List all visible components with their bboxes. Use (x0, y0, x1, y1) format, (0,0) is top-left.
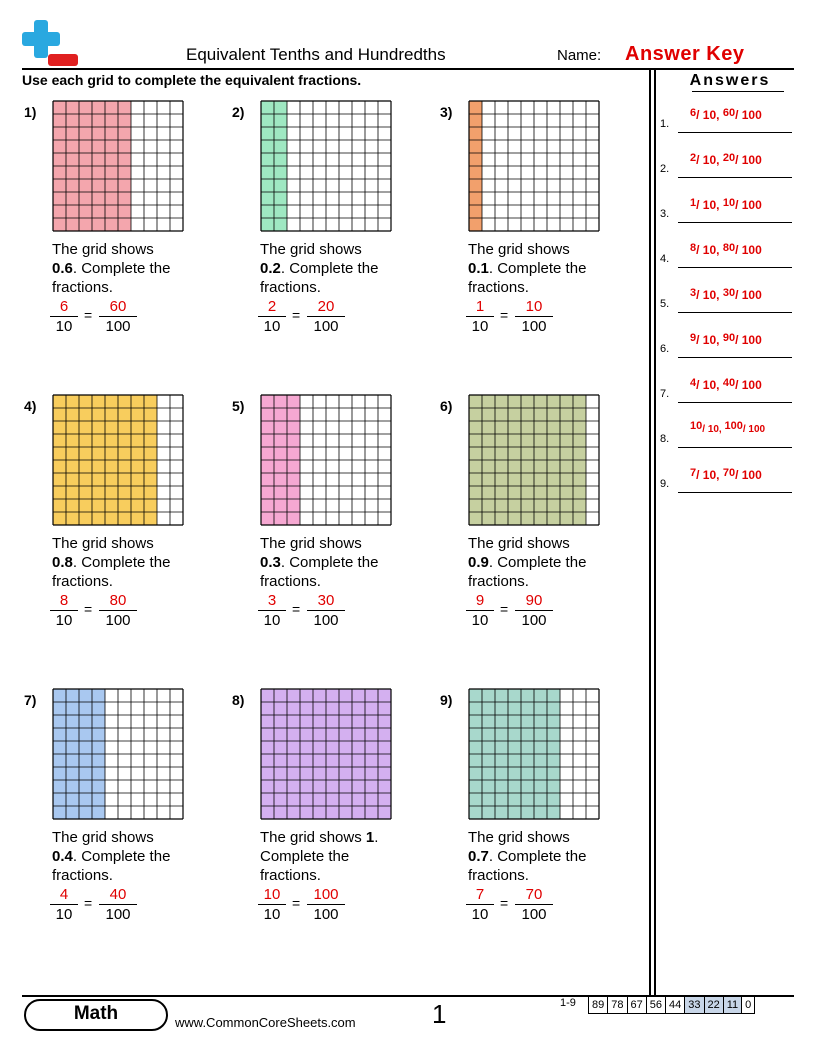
hundredths-fraction (307, 592, 345, 630)
answer-number: 3. (660, 208, 670, 220)
page-number: 1 (432, 999, 447, 1029)
answer-text: $^2$/ 10, $^{20}$/ 100 (690, 152, 762, 167)
prompt-suffix: . Complete the fractions. (260, 829, 379, 884)
score-cell: 22 (704, 997, 723, 1014)
answer-numerator-1: 8 (690, 242, 697, 254)
decimal-value: 0.4 (52, 848, 73, 865)
tenths-fraction (50, 592, 78, 630)
answer-row (660, 420, 794, 453)
fraction-bar (307, 610, 345, 611)
answer-numerator-2: 30 (722, 287, 736, 299)
answer-line (678, 447, 792, 448)
answer-row (660, 198, 794, 228)
decimal-value: 0.9 (468, 554, 489, 571)
prompt-prefix: The grid shows (52, 241, 154, 258)
answer-text: $^4$/ 10, $^{40}$/ 100 (690, 377, 762, 392)
equals-sign: = (84, 307, 93, 323)
problem (24, 100, 224, 360)
fraction-bar (515, 904, 553, 905)
answer-line (678, 492, 792, 493)
header-divider (22, 68, 794, 70)
prompt-prefix: The grid shows (260, 241, 362, 258)
problem-number: 2) (232, 104, 245, 120)
decimal-value: 0.3 (260, 554, 281, 571)
tenths-fraction (258, 886, 286, 924)
decimal-value: 0.1 (468, 260, 489, 277)
answer-numerator-1: 1 (690, 197, 697, 209)
answer-denominator-2: 100 (741, 378, 762, 392)
answer-row (660, 108, 794, 138)
answer-line (678, 312, 792, 313)
answer-numerator-1: 10 (690, 420, 703, 432)
answer-numerator: 60 (109, 298, 127, 315)
footer-url: www.CommonCoreSheets.com (175, 1015, 356, 1030)
answer-row (660, 468, 794, 498)
denominator: 10 (263, 906, 281, 923)
score-cell: 89 (589, 997, 608, 1014)
prompt-suffix: . Complete the fractions. (468, 554, 587, 590)
fraction-bar (50, 316, 78, 317)
hundredths-fraction (307, 298, 345, 336)
answer-denominator-2: 100 (741, 243, 762, 257)
prompt-prefix: The grid shows (260, 535, 362, 552)
problem-number: 5) (232, 398, 245, 414)
fraction-bar (99, 316, 137, 317)
column-divider (649, 68, 651, 997)
prompt-prefix: The grid shows (52, 829, 154, 846)
answer-numerator: 100 (313, 886, 339, 903)
answer-number: 4. (660, 253, 670, 265)
hundredths-fraction (515, 592, 553, 630)
denominator: 10 (471, 612, 489, 629)
fraction-bar (515, 316, 553, 317)
denominator: 100 (105, 612, 131, 629)
answer-text: $^8$/ 10, $^{80}$/ 100 (690, 242, 762, 257)
answers-title: Answers (689, 72, 771, 89)
answer-numerator: 6 (59, 298, 69, 315)
tenths-fraction (466, 886, 494, 924)
column-divider (654, 68, 656, 997)
answer-number: 8. (660, 433, 670, 445)
problem (24, 688, 224, 948)
answer-denominator-1: 10, (702, 198, 720, 212)
problem-number: 7) (24, 692, 37, 708)
answer-numerator-2: 10 (722, 197, 736, 209)
prompt-suffix: . Complete the fractions. (52, 260, 171, 296)
answer-numerator-1: 6 (690, 107, 697, 119)
fraction-bar (466, 316, 494, 317)
decimal-value: 0.8 (52, 554, 73, 571)
hundred-grid (468, 394, 600, 526)
problem-prompt (52, 828, 192, 885)
score-table (588, 996, 755, 1014)
answer-numerator: 7 (475, 886, 485, 903)
answer-numerator: 8 (59, 592, 69, 609)
decimal-value: 0.2 (260, 260, 281, 277)
denominator: 100 (105, 906, 131, 923)
problem-prompt (260, 828, 400, 885)
grid-svg (468, 688, 600, 820)
problem-prompt (52, 240, 192, 297)
decimal-value: 0.6 (52, 260, 73, 277)
answer-numerator: 1 (475, 298, 485, 315)
answer-denominator-2: 100 (741, 153, 762, 167)
fraction-bar (466, 610, 494, 611)
tenths-fraction (50, 886, 78, 924)
hundredths-fraction (307, 886, 345, 924)
score-cell: 11 (723, 997, 741, 1014)
denominator: 100 (521, 318, 547, 335)
hundred-grid (52, 100, 184, 232)
prompt-suffix: . Complete the fractions. (260, 260, 379, 296)
problem (440, 100, 640, 360)
grid-svg (260, 100, 392, 232)
answer-line (678, 177, 792, 178)
answer-numerator-2: 60 (722, 107, 736, 119)
fraction-bar (99, 610, 137, 611)
hundred-grid (52, 688, 184, 820)
worksheet-title: Equivalent Tenths and Hundredths (186, 45, 446, 64)
answer-numerator: 10 (263, 886, 281, 903)
prompt-prefix: The grid shows (468, 829, 570, 846)
problem-number: 6) (440, 398, 453, 414)
denominator: 100 (521, 612, 547, 629)
answer-denominator-1: 10, (702, 108, 720, 122)
score-cell: 67 (627, 997, 646, 1014)
equals-sign: = (500, 895, 509, 911)
prompt-suffix: . Complete the fractions. (468, 848, 587, 884)
problem-prompt (260, 534, 400, 591)
denominator: 10 (263, 612, 281, 629)
fraction-bar (99, 904, 137, 905)
problem (440, 394, 640, 654)
hundred-grid (260, 688, 392, 820)
answer-row (660, 153, 794, 183)
hundred-grid (260, 100, 392, 232)
hundredths-fraction (99, 298, 137, 336)
answer-numerator-1: 3 (690, 287, 697, 299)
prompt-prefix: The grid shows (52, 535, 154, 552)
hundred-grid (52, 394, 184, 526)
tenths-fraction (466, 592, 494, 630)
score-cell: 56 (646, 997, 665, 1014)
answer-row (660, 243, 794, 273)
fraction-bar (258, 316, 286, 317)
answer-text: $^1$/ 10, $^{10}$/ 100 (690, 197, 762, 212)
answer-line (678, 222, 792, 223)
answer-numerator: 80 (109, 592, 127, 609)
problem (232, 100, 432, 360)
equals-sign: = (292, 895, 301, 911)
answer-row (660, 333, 794, 363)
answer-denominator-1: 10, (707, 424, 722, 435)
denominator: 100 (521, 906, 547, 923)
answer-numerator: 4 (59, 886, 69, 903)
answer-numerator-2: 90 (722, 332, 736, 344)
hundredths-fraction (515, 298, 553, 336)
answer-denominator-1: 10, (702, 378, 720, 392)
denominator: 10 (471, 318, 489, 335)
score-cell: 33 (685, 997, 704, 1014)
fraction-bar (515, 610, 553, 611)
answer-denominator-2: 100 (741, 108, 762, 122)
answer-number: 6. (660, 343, 670, 355)
grid-svg (52, 100, 184, 232)
answer-denominator-2: 100 (748, 424, 766, 435)
answer-numerator: 40 (109, 886, 127, 903)
problem-prompt (52, 534, 192, 591)
answer-text: $^7$/ 10, $^{70}$/ 100 (690, 467, 762, 482)
hundred-grid (468, 100, 600, 232)
answer-denominator-1: 10, (702, 468, 720, 482)
answer-denominator-1: 10, (702, 288, 720, 302)
equals-sign: = (292, 307, 301, 323)
fraction-bar (307, 904, 345, 905)
hundred-grid (468, 688, 600, 820)
answer-line (678, 402, 792, 403)
answer-line (678, 357, 792, 358)
problem (232, 688, 432, 948)
problem-prompt (468, 534, 608, 591)
answer-numerator-2: 80 (722, 242, 736, 254)
equals-sign: = (292, 601, 301, 617)
prompt-suffix: . Complete the fractions. (52, 848, 171, 884)
fraction-bar (258, 610, 286, 611)
answer-row (660, 378, 794, 408)
score-cell: 78 (608, 997, 627, 1014)
answer-line (678, 267, 792, 268)
grid-svg (52, 688, 184, 820)
problem-number: 1) (24, 104, 37, 120)
answer-denominator-2: 100 (741, 333, 762, 347)
denominator: 100 (313, 906, 339, 923)
answer-numerator-1: 4 (690, 377, 697, 389)
problem-prompt (468, 828, 608, 885)
score-cell: 0 (742, 997, 755, 1014)
denominator: 10 (55, 612, 73, 629)
answer-number: 1. (660, 118, 670, 130)
subject-label: Math (73, 1003, 119, 1024)
answer-numerator-2: 100 (724, 420, 743, 432)
answer-number: 2. (660, 163, 670, 175)
grid-svg (260, 394, 392, 526)
prompt-suffix: . Complete the fractions. (260, 554, 379, 590)
decimal-value: 1 (365, 829, 375, 846)
answer-denominator-1: 10, (702, 333, 720, 347)
score-range-label: 1-9 (560, 997, 576, 1009)
answer-denominator-2: 100 (741, 198, 762, 212)
answer-numerator-2: 20 (722, 152, 736, 164)
tenths-fraction (50, 298, 78, 336)
tenths-fraction (258, 298, 286, 336)
answer-denominator-2: 100 (741, 288, 762, 302)
answer-numerator-2: 70 (722, 467, 736, 479)
hundred-grid (260, 394, 392, 526)
answer-denominator-1: 10, (702, 243, 720, 257)
answer-line (678, 132, 792, 133)
decimal-value: 0.7 (468, 848, 489, 865)
problem (232, 394, 432, 654)
answer-number: 9. (660, 478, 670, 490)
fraction-bar (50, 904, 78, 905)
hundredths-fraction (515, 886, 553, 924)
answer-number: 5. (660, 298, 670, 310)
answer-numerator: 10 (525, 298, 543, 315)
denominator: 100 (313, 318, 339, 335)
tenths-fraction (258, 592, 286, 630)
score-row (589, 997, 755, 1014)
answer-numerator: 20 (317, 298, 335, 315)
hundredths-fraction (99, 592, 137, 630)
answer-numerator: 2 (267, 298, 277, 315)
fraction-bar (50, 610, 78, 611)
answer-denominator-1: 10, (702, 153, 720, 167)
problem-prompt (468, 240, 608, 297)
answer-numerator-2: 40 (722, 377, 736, 389)
equals-sign: = (500, 307, 509, 323)
answer-numerator: 9 (475, 592, 485, 609)
problem (24, 394, 224, 654)
answer-text: $^3$/ 10, $^{30}$/ 100 (690, 287, 762, 302)
answer-number: 7. (660, 388, 670, 400)
grid-svg (52, 394, 184, 526)
equals-sign: = (84, 895, 93, 911)
grid-svg (260, 688, 392, 820)
answer-numerator: 3 (267, 592, 277, 609)
prompt-suffix: . Complete the fractions. (468, 260, 587, 296)
problem-number: 3) (440, 104, 453, 120)
problem (440, 688, 640, 948)
prompt-prefix: The grid shows (260, 829, 362, 846)
name-label: Name: (557, 47, 602, 64)
answer-text: $^{10}$/ 10, $^{100}$/ 100 (690, 420, 766, 435)
tenths-fraction (466, 298, 494, 336)
instructions: Use each grid to complete the equivalent fractions. (22, 72, 362, 88)
denominator: 10 (55, 906, 73, 923)
denominator: 10 (55, 318, 73, 335)
plus-minus-logo-icon (22, 20, 80, 68)
fraction-bar (307, 316, 345, 317)
prompt-suffix: . Complete the fractions. (52, 554, 171, 590)
grid-svg (468, 100, 600, 232)
answer-text: $^6$/ 10, $^{60}$/ 100 (690, 107, 762, 122)
answer-denominator-2: 100 (741, 468, 762, 482)
problem-number: 8) (232, 692, 245, 708)
answer-numerator-1: 7 (690, 467, 697, 479)
answer-numerator: 70 (525, 886, 543, 903)
problem-number: 4) (24, 398, 37, 414)
equals-sign: = (500, 601, 509, 617)
denominator: 10 (471, 906, 489, 923)
answer-key-label: Answer Key (625, 43, 745, 65)
denominator: 10 (263, 318, 281, 335)
answer-numerator: 30 (317, 592, 335, 609)
answer-numerator-1: 9 (690, 332, 697, 344)
answers-title-underline (692, 91, 784, 92)
denominator: 100 (313, 612, 339, 629)
answer-numerator: 90 (525, 592, 543, 609)
score-cell: 44 (666, 997, 685, 1014)
denominator: 100 (105, 318, 131, 335)
answer-text: $^9$/ 10, $^{90}$/ 100 (690, 332, 762, 347)
prompt-prefix: The grid shows (468, 241, 570, 258)
problem-number: 9) (440, 692, 453, 708)
grid-svg (468, 394, 600, 526)
problem-prompt (260, 240, 400, 297)
hundredths-fraction (99, 886, 137, 924)
fraction-bar (258, 904, 286, 905)
prompt-prefix: The grid shows (468, 535, 570, 552)
fraction-bar (466, 904, 494, 905)
answer-row (660, 288, 794, 318)
equals-sign: = (84, 601, 93, 617)
answer-numerator-1: 2 (690, 152, 697, 164)
